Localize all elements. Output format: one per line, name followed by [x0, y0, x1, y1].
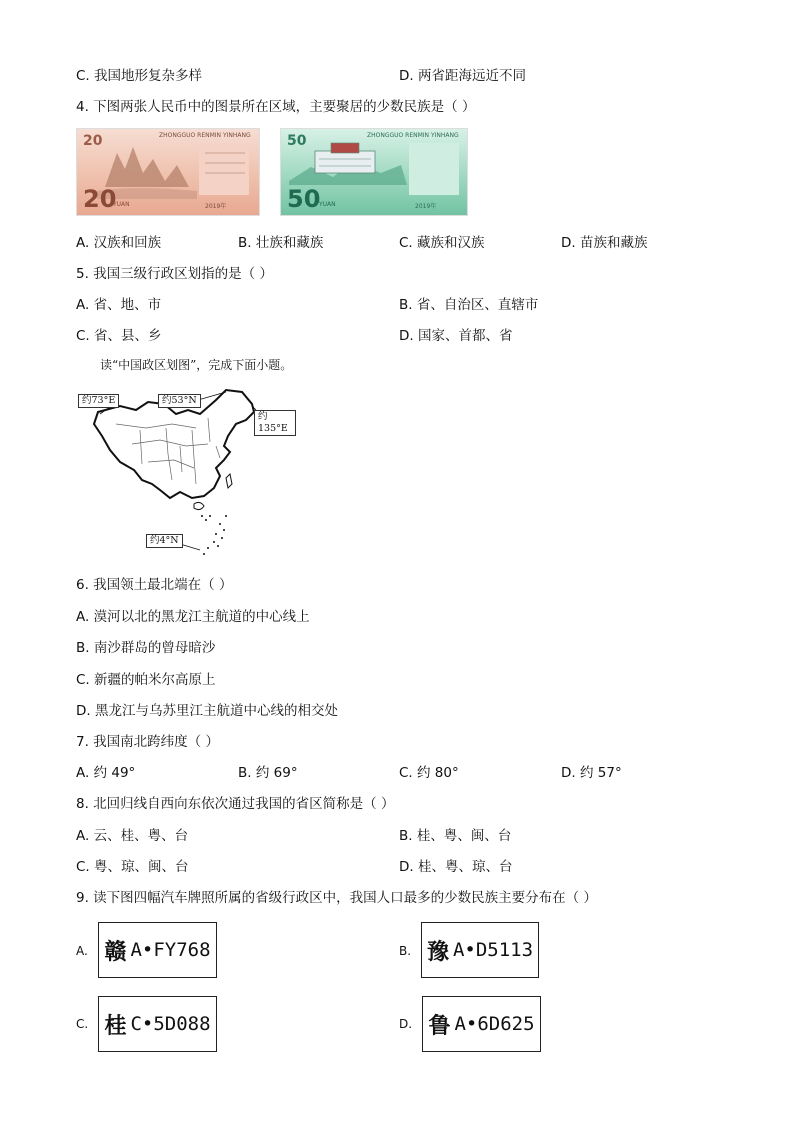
q9-option-a-label: A. [76, 944, 88, 958]
plate-d-province: 鲁 [428, 1013, 451, 1039]
map-label-west: 约73°E [78, 394, 119, 408]
banknote-20-yuan: YUAN [113, 201, 130, 208]
q3-option-d: D. 两省距海远近不同 [399, 68, 526, 84]
plate-a-number: A•FY768 [130, 939, 211, 961]
q7-stem: 7. 我国南北跨纬度（ ） [76, 734, 219, 750]
q7-option-a: A. 约 49° [76, 765, 136, 781]
q3-option-c: C. 我国地形复杂多样 [76, 68, 203, 84]
q6-option-d: D. 黑龙江与乌苏里江主航道中心线的相交处 [76, 703, 338, 719]
plate-b-province: 豫 [426, 939, 449, 965]
q8-option-a: A. 云、桂、粤、台 [76, 828, 189, 844]
q6-option-b: B. 南沙群岛的曾母暗沙 [76, 640, 216, 656]
q4-option-d: D. 苗族和藏族 [561, 235, 648, 251]
banknote-20-big-value: 20 [83, 185, 117, 213]
map-label-east: 约135°E [254, 410, 296, 436]
q6-option-c: C. 新疆的帕米尔高原上 [76, 672, 216, 688]
map-label-north: 约53°N [158, 394, 201, 408]
map-label-south: 约4°N [146, 534, 183, 548]
banknote-20-year: 2019年 [205, 203, 227, 210]
banknote-20-top-text: ZHONGGUO RENMIN YINHANG [159, 132, 251, 139]
plate-c-number: C•5D088 [130, 1013, 211, 1035]
q9-option-d-label: D. [399, 1017, 413, 1031]
q8-stem: 8. 北回归线自西向东依次通过我国的省区简称是（ ） [76, 796, 395, 812]
q7-option-c: C. 约 80° [399, 765, 459, 781]
china-political-map [76, 384, 296, 562]
q6-option-a: A. 漠河以北的黑龙江主航道的中心线上 [76, 609, 310, 625]
q5-stem: 5. 我国三级行政区划指的是（ ） [76, 266, 273, 282]
q7-option-b: B. 约 69° [238, 765, 298, 781]
q5-option-d: D. 国家、首都、省 [399, 328, 513, 344]
plate-b-number: A•D5113 [452, 939, 534, 961]
q4-stem: 4. 下图两张人民币中的图景所在区域，主要聚居的少数民族是（ ） [76, 99, 476, 115]
q8-option-d: D. 桂、粤、琼、台 [399, 859, 513, 875]
banknote-50-image [280, 128, 468, 216]
q9-option-b-label: B. [399, 944, 412, 958]
plate-d-number: A•6D625 [454, 1013, 535, 1035]
banknote-50-yuan: YUAN [319, 201, 336, 208]
license-plate-c [98, 996, 217, 1052]
banknote-50-year: 2019年 [415, 203, 437, 210]
q4-option-b: B. 壮族和藏族 [238, 235, 324, 251]
license-plate-d [422, 996, 541, 1052]
q8-option-b: B. 桂、粤、闽、台 [399, 828, 512, 844]
q4-option-c: C. 藏族和汉族 [399, 235, 485, 251]
license-plate-b [421, 922, 539, 978]
q8-option-c: C. 粤、琼、闽、台 [76, 859, 189, 875]
map-intro-text: 读“中国政区划图”，完成下面小题。 [100, 358, 293, 372]
q7-option-d: D. 约 57° [561, 765, 622, 781]
q9-option-c-label: C. [76, 1017, 89, 1031]
q9-stem: 9. 读下图四幅汽车牌照所属的省级行政区中，我国人口最多的少数民族主要分布在（ ） [76, 890, 597, 906]
license-plate-a [98, 922, 217, 978]
q6-stem: 6. 我国领土最北端在（ ） [76, 577, 233, 593]
q5-option-a: A. 省、地、市 [76, 297, 162, 313]
banknote-50-big-value: 50 [287, 185, 321, 213]
banknote-20-image [76, 128, 260, 216]
plate-a-province: 赣 [104, 939, 127, 965]
plate-c-province: 桂 [104, 1013, 127, 1039]
banknote-20-corner-value: 20 [83, 133, 103, 149]
banknote-50-corner-value: 50 [287, 133, 307, 149]
banknote-50-top-text: ZHONGGUO RENMIN YINHANG [367, 132, 459, 139]
q5-option-c: C. 省、县、乡 [76, 328, 162, 344]
q5-option-b: B. 省、自治区、直辖市 [399, 297, 539, 313]
q4-option-a: A. 汉族和回族 [76, 235, 162, 251]
